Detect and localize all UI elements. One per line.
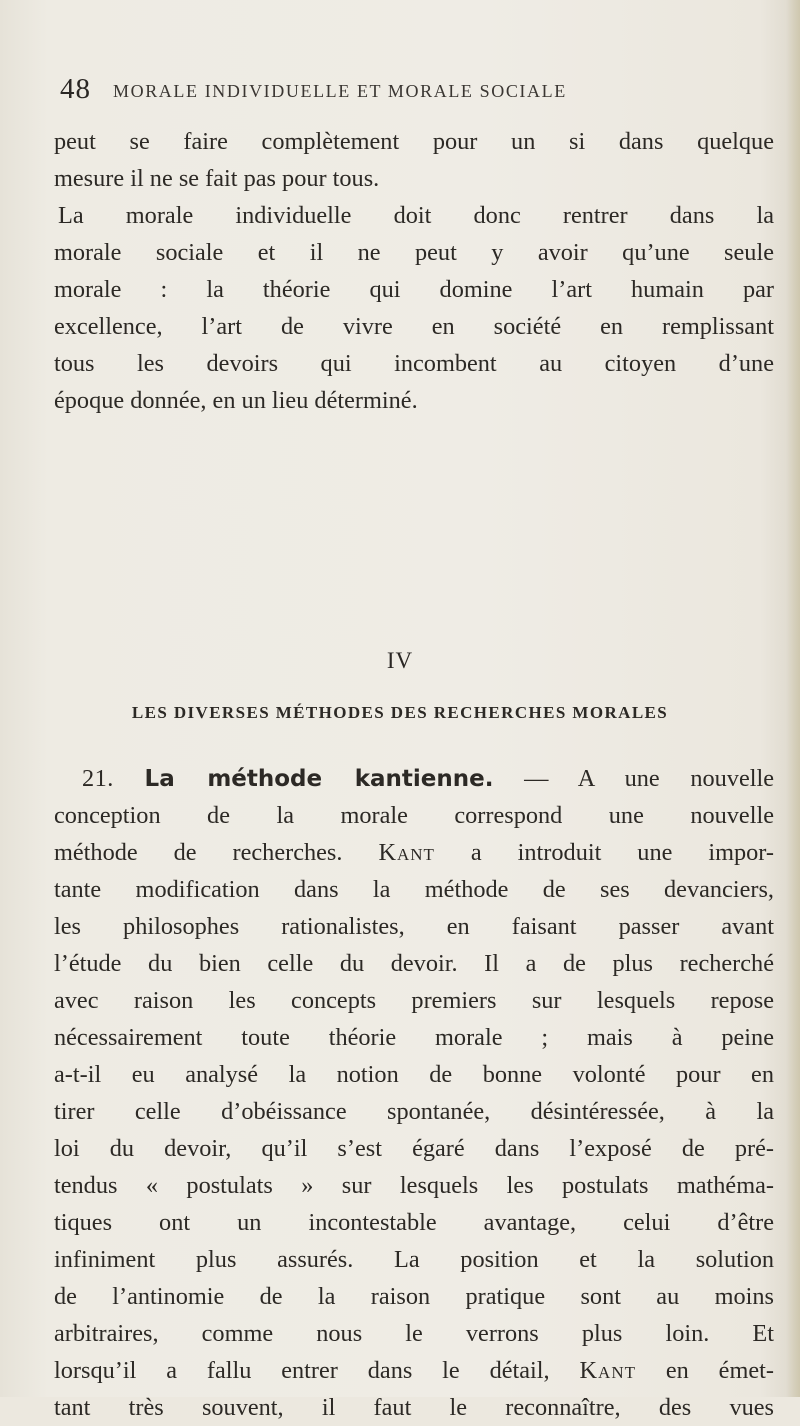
text-line: tante modification dans la méthode de ses devanciers, — [54, 876, 774, 903]
author-name: Kant — [378, 839, 435, 866]
text-line: tirer celle d’obéissance spontanée, désintéressée, à la — [54, 1098, 774, 1125]
text-line — [54, 834, 774, 871]
text-line: tous les devoirs qui incombent au citoyen d’une — [54, 350, 774, 377]
section-number: IV — [386, 648, 414, 673]
text-line: arbitraires, comme nous le verrons plus loin. Et — [54, 1320, 774, 1347]
text-fragment: a introduit une impor- — [470, 839, 774, 866]
paragraph-21 — [54, 760, 774, 1426]
text-fragment: lorsqu’il a fallu entrer dans le détail, — [54, 1357, 550, 1384]
text-line: tant très souvent, il faut le reconnaître, des vues — [54, 1394, 774, 1421]
text-line: tiques ont un incontestable avantage, celui d’être — [54, 1209, 774, 1236]
paragraph-heading: La méthode kantienne. — [144, 766, 494, 792]
page-number: 48 — [60, 73, 91, 105]
text-line: peut se faire complètement pour un si dans quelque — [54, 128, 774, 155]
text-line: morale sociale et il ne peut y avoir qu’une seule — [54, 239, 774, 266]
text-line: tendus « postulats » sur lesquels les postulats mathéma- — [54, 1172, 774, 1199]
text-line: époque donnée, en un lieu déterminé. — [54, 387, 418, 414]
section-title: LES DIVERSES MÉTHODES DES RECHERCHES MORALES — [131, 703, 669, 722]
text-line: a-t-il eu analysé la notion de bonne volonté pour en — [54, 1061, 774, 1088]
top-paragraph — [54, 123, 774, 419]
text-fragment: en émet- — [665, 1357, 774, 1384]
text-line: les philosophes rationalistes, en faisant passer avant — [54, 913, 774, 940]
page-edge-shadow — [786, 0, 800, 1397]
text-line — [54, 760, 774, 797]
text-line: nécessairement toute théorie morale ; mais à peine — [54, 1024, 774, 1051]
paragraph-dash-text: — A une nouvelle — [493, 765, 775, 792]
text-line: de l’antinomie de la raison pratique sont au moins — [54, 1283, 774, 1310]
paragraph-number: 21. — [82, 765, 114, 792]
author-name: Kant — [579, 1357, 636, 1384]
text-line: avec raison les concepts premiers sur lesquels repose — [54, 987, 774, 1014]
text-line: La morale individuelle doit donc rentrer dans la — [58, 202, 774, 229]
text-fragment: méthode de recherches. — [54, 839, 343, 866]
text-line — [54, 1352, 774, 1389]
text-line: loi du devoir, qu’il s’est égaré dans l’exposé de pré- — [54, 1135, 774, 1162]
running-header — [60, 72, 700, 112]
text-line: mesure il ne se fait pas pour tous. — [54, 165, 380, 192]
text-line: conception de la morale correspond une nouvelle — [54, 802, 774, 829]
text-line: infiniment plus assurés. La position et la solution — [54, 1246, 774, 1273]
text-line: morale : la théorie qui domine l’art humain par — [54, 276, 774, 303]
text-line: excellence, l’art de vivre en société en remplissant — [54, 313, 774, 340]
running-title: MORALE INDIVIDUELLE ET MORALE SOCIALE — [113, 81, 567, 101]
text-line: l’étude du bien celle du devoir. Il a de plus recherché — [54, 950, 774, 977]
